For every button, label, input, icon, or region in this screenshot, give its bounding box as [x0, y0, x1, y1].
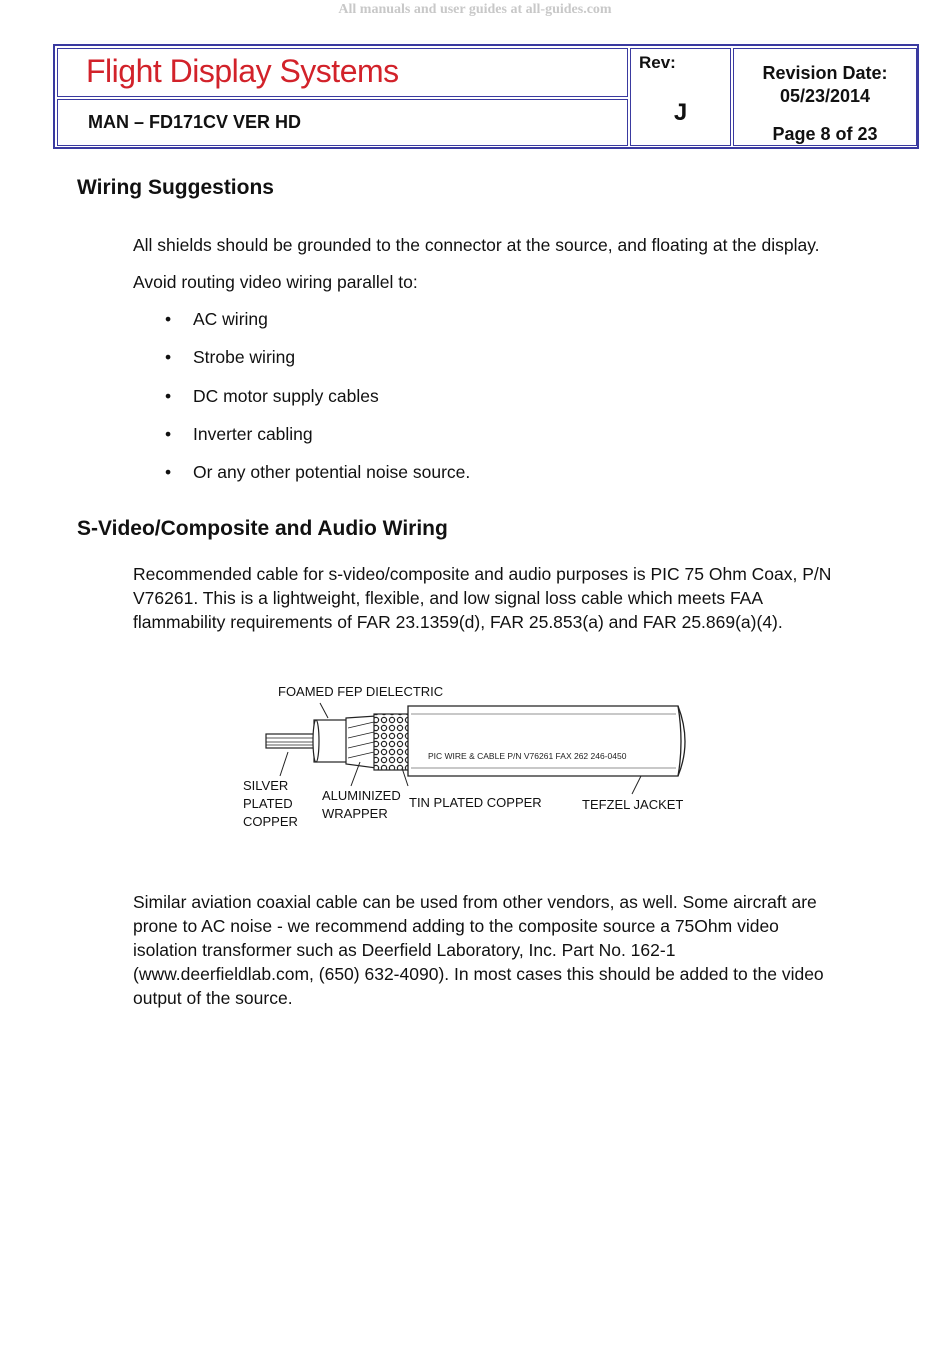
label-jacket: TEFZEL JACKET	[582, 797, 684, 812]
page-number: Page 8 of 23	[772, 124, 878, 144]
vendor-paragraph: Similar aviation coaxial cable can be used from other vendors, as well. Some aircraft are prone to AC noise - we recommend adding to the composite source a 75Ohm video isolation transformer such as Deerfield Laboratory, Inc. Part No. 162-1 (www.deerfieldlab.com, (650) 632-4090). In most cases this should be added to the video output of the source.	[133, 892, 824, 1008]
tin-plated-copper-braid	[374, 714, 410, 770]
coax-cable-diagram	[236, 676, 696, 836]
bullet-icon: •	[165, 385, 172, 406]
bullet-icon: •	[165, 423, 172, 444]
watermark: All manuals and user guides at all-guides.com	[338, 2, 612, 17]
label-tin-plated: TIN PLATED COPPER	[409, 795, 542, 810]
doc-title-cell	[57, 99, 628, 146]
revision-date-label: Revision Date:	[762, 63, 888, 83]
tefzel-jacket	[408, 706, 685, 776]
document-header	[53, 44, 919, 149]
cable-recommendation-paragraph: Recommended cable for s-video/composite and audio purposes is PIC 75 Ohm Coax, P/N V76261. This is a lightweight, flexible, and low signal loss cable which meets FAA flammability requirements of FAR 23.1359(d), FAR 25.853(a) and FAR 25.869(a)(4).	[133, 564, 832, 632]
label-aluminized: ALUMINIZED	[322, 788, 401, 803]
list-item: • DC motor supply cables	[165, 385, 379, 406]
label-dielectric: FOAMED FEP DIELECTRIC	[278, 684, 444, 699]
wiring-suggestions-heading: Wiring Suggestions	[77, 176, 274, 199]
date-cell	[733, 48, 917, 146]
bullet-icon: •	[165, 347, 172, 368]
list-item: • Inverter cabling	[165, 423, 313, 444]
center-conductor	[266, 734, 316, 748]
list-item: • AC wiring	[165, 309, 268, 329]
list-item: • Or any other potential noise source.	[165, 462, 471, 483]
routing-paragraph: Avoid routing video wiring parallel to:	[133, 272, 418, 292]
revision-cell	[630, 48, 731, 146]
rev-value: J	[673, 99, 688, 126]
list-item: • Strobe wiring	[165, 347, 296, 368]
logo-cell	[57, 48, 628, 97]
dielectric	[313, 720, 348, 762]
bullet-icon: •	[165, 462, 172, 483]
label-plated: PLATED	[243, 796, 293, 811]
aluminized-wrapper	[346, 716, 376, 768]
label-copper: COPPER	[243, 814, 298, 829]
doc-title: MAN – FD171CV VER HD	[88, 112, 302, 132]
jacket-print: PIC WIRE & CABLE P/N V76261 FAX 262 246-0450	[428, 751, 627, 761]
noise-source-list	[165, 307, 470, 498]
label-silver: SILVER	[243, 778, 289, 793]
label-wrapper: WRAPPER	[322, 806, 388, 821]
svideo-heading: S-Video/Composite and Audio Wiring	[77, 517, 448, 540]
rev-label: Rev:	[639, 53, 676, 72]
bullet-icon: •	[165, 309, 172, 329]
revision-date-block	[734, 62, 916, 108]
shield-paragraph: All shields should be grounded to the connector at the source, and floating at the display.	[133, 235, 820, 255]
brand-logo: Flight Display Systems	[86, 53, 399, 89]
revision-date: 05/23/2014	[779, 86, 871, 106]
